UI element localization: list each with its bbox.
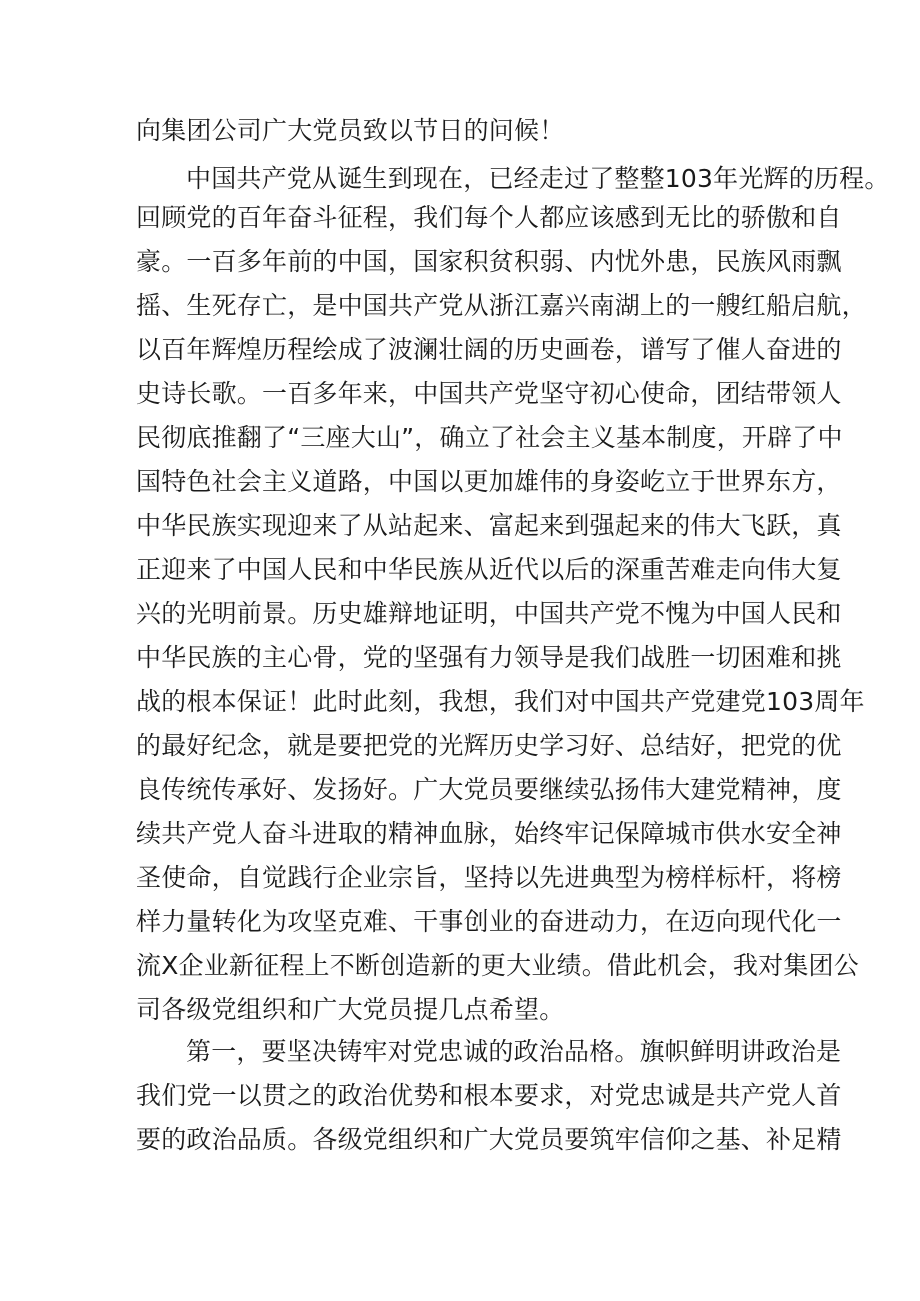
text-line: 史诗长歌。一百多年来，中国共产党坚守初心使命，团结带领人 [136,379,842,408]
text-line: 良传统传承好、发扬好。广大党员要继续弘扬伟大建党精神，度 [136,775,842,804]
text-line: 圣使命，自觉践行企业宗旨，坚持以先进典型为榜样标杆，将榜 [136,863,842,892]
text-line: 民彻底推翻了“三座大山”，确立了社会主义基本制度，开辟了中 [136,423,843,452]
text-line: 兴的光明前景。历史雄辩地证明，中国共产党不愧为中国人民和 [136,599,842,628]
text-line: 国特色社会主义道路，中国以更加雄伟的身姿屹立于世界东方， [136,467,842,496]
text-line: 以百年辉煌历程绘成了波澜壮阔的历史画卷，谱写了催人奋进的 [136,335,842,364]
text-line: 战的根本保证！此时此刻，我想，我们对中国共产党建党103周年 [136,687,865,716]
paragraph-first-line: 第一，要坚决铸牢对党忠诚的政治品格。旗帜鲜明讲政治是 [186,1037,842,1066]
text-line: 中华民族实现迎来了从站起来、富起来到强起来的伟大飞跃，真 [136,511,842,540]
text-line: 要的政治品质。各级党组织和广大党员要筑牢信仰之基、补足精 [136,1125,842,1154]
text-line: 司各级党组织和广大党员提几点希望。 [136,995,565,1024]
text-line: 回顾党的百年奋斗征程，我们每个人都应该感到无比的骄傲和自 [136,203,842,232]
text-line: 正迎来了中国人民和中华民族从近代以后的深重苦难走向伟大复 [136,555,842,584]
text-line: 样力量转化为攻坚克难、干事创业的奋进动力，在迈向现代化一 [136,907,842,936]
text-line: 豪。一百多年前的中国，国家积贫积弱、内忧外患，民族风雨飘 [136,247,842,276]
paragraph-first-line: 中国共产党从诞生到现在，已经走过了整整103年光辉的历程。 [186,164,890,193]
text-line: 中华民族的主心骨，党的坚强有力领导是我们战胜一切困难和挑 [136,643,842,672]
text-line: 摇、生死存亡，是中国共产党从浙江嘉兴南湖上的一艘红船启航， [136,291,867,320]
text-line: 向集团公司广大党员致以节日的问候！ [136,116,565,145]
text-line: 的最好纪念，就是要把党的光辉历史学习好、总结好，把党的优 [136,731,842,760]
text-line: 流X企业新征程上不断创造新的更大业绩。借此机会，我对集团公 [136,951,859,980]
text-line: 续共产党人奋斗进取的精神血脉，始终牢记保障城市供水安全神 [136,819,842,848]
text-line: 我们党一以贯之的政治优势和根本要求，对党忠诚是共产党人首 [136,1081,842,1110]
